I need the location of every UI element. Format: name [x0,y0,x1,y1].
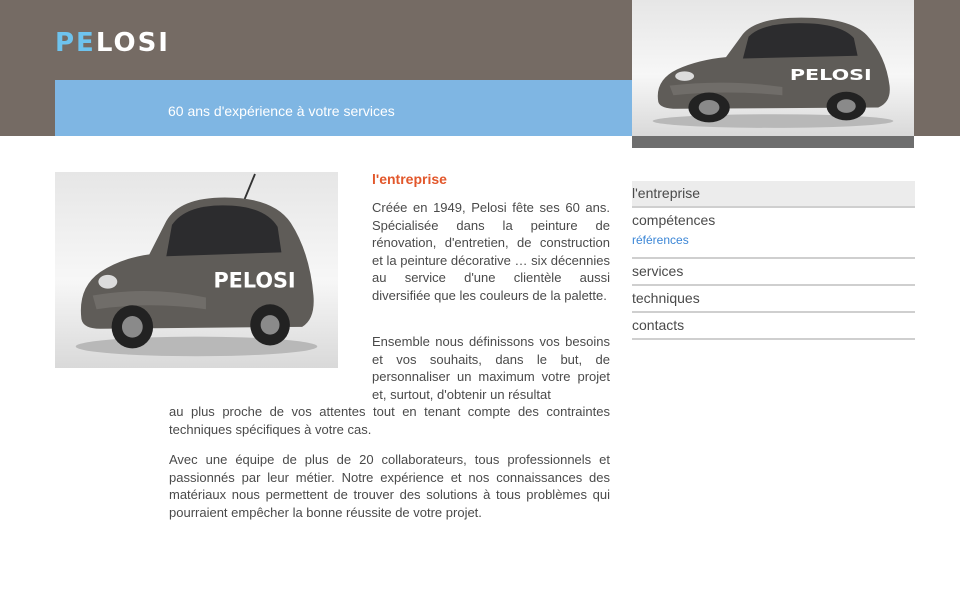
section-title: l'entreprise [372,171,447,187]
nav-item-competences[interactable]: compétences [632,212,716,228]
nav-item-services[interactable]: services [632,259,915,286]
site-logo[interactable]: PELOSI [55,28,170,58]
approach-paragraph: Ensemble nous définissons vos besoins et vos souhaits, dans le but, de personnaliser un maximum votre projet et, surtout, d'obtenir un résultat [372,334,610,402]
intro-paragraph: Créée en 1949, Pelosi fête ses 60 ans. Spécialisée dans la peinture de rénovation, d'entretien, de construction et la peinture décorative … six décennies au service d'une clientèle aussi diversifiée que les couleurs de la palette. [372,200,610,303]
tagline-bar [55,80,633,136]
tagline: 60 ans d'expérience à votre services [168,103,395,119]
approach-paragraph-continued: au plus proche de vos attentes tout en tenant compte des contraintes techniques spécifiques à votre cas. [169,404,610,437]
main-car-photo [55,172,338,368]
nav-subitem-references[interactable]: références [632,229,915,259]
photo-strip [632,136,914,148]
nav-item-contacts[interactable]: contacts [632,313,915,340]
header-car-photo [632,0,914,136]
team-paragraph: Avec une équipe de plus de 20 collaborateurs, tous professionnels et passionnés par leur métier. Notre expérience et nos connaissances des matériaux nous permettent de trouver des solutions à tous problèmes qui pourraient empêcher la bonne réussite de votre projet. [169,452,610,520]
car-decal: PELOSI [789,66,872,85]
side-navigation [632,181,915,340]
car-illustration [55,172,338,368]
car-decal: PELOSI [213,267,296,293]
nav-item-techniques[interactable]: techniques [632,286,915,313]
nav-item-entreprise[interactable]: l'entreprise [632,181,915,208]
car-illustration [632,0,914,136]
